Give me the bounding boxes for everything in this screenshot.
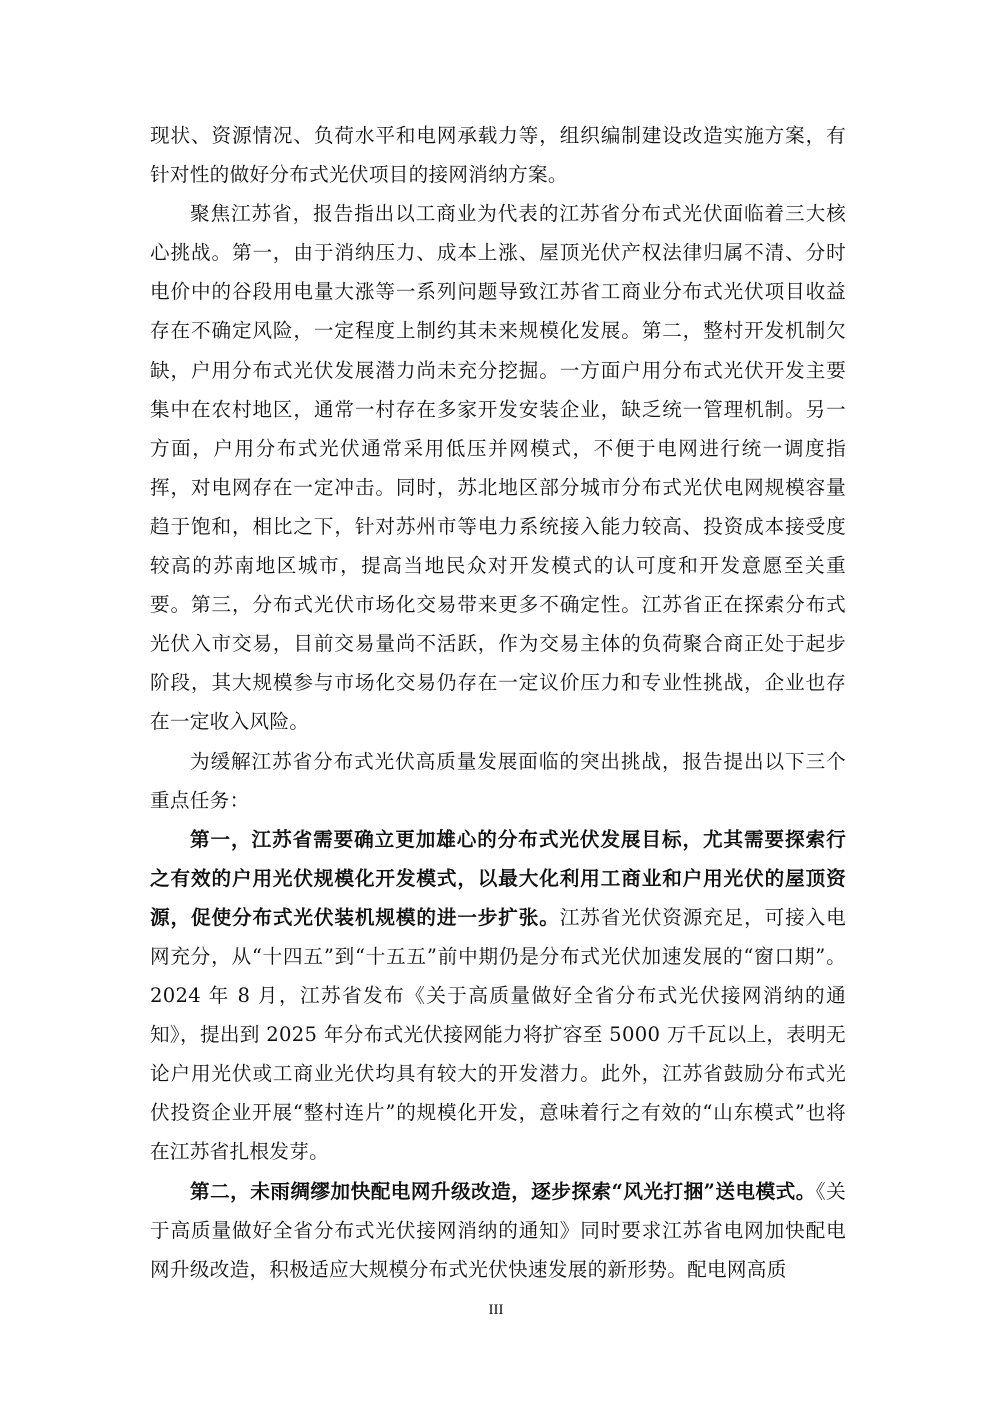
paragraph-challenges bbox=[150, 194, 846, 741]
paragraph-lead: 第二，未雨绸缪加快配电网升级改造，逐步探索“风光打捆”送电模式。 bbox=[190, 1179, 816, 1203]
paragraph-task-one bbox=[150, 820, 846, 1172]
paragraph-text: 聚焦江苏省，报告指出以工商业为代表的江苏省分布式光伏面临着三大核心挑战。第一，由于消纳压力、成本上涨、屋顶光伏产权法律归属不清、分时电价中的谷段用电量大涨等一系列问题导致江苏省工商业分布式光伏项目收益存在不确定风险，一定程度上制约其未来规模化发展。第二，整村开发机制欠缺，户用分布式光伏发展潜力尚未充分挖掘。一方面户用分布式光伏开发主要集中在农村地区，通常一村存在多家开发安装企业，缺乏统一管理机制。另一方面，户用分布式光伏通常采用低压并网模式，不便于电网进行统一调度指挥，对电网存在一定冲击。同时，苏北地区部分城市分布式光伏电网规模容量趋于饱和，相比之下，针对苏州市等电力系统接入能力较高、投资成本接受度较高的苏南地区城市，提高当地民众对开发模式的认可度和开发意愿至关重要。第三，分布式光伏市场化交易带来更多不确定性。江苏省正在探索分布式光伏入市交易，目前交易量尚不活跃，作为交易主体的负荷聚合商正处于起步阶段，其大规模参与市场化交易仍存在一定议价压力和专业性挑战，企业也存在一定收入风险。 bbox=[150, 202, 846, 734]
paragraph-tasks-intro bbox=[150, 742, 846, 820]
paragraph-text: 江苏省光伏资源充足，可接入电网充分，从“十四五”到“十五五”前中期仍是分布式光伏加速发展的“窗口期”。2024 年 8 月，江苏省发布《关于高质量做好全省分布式光伏接网消纳的通知》，提出到 2025 年分布式光伏接网能力将扩容至 5000 万千瓦以上，表明无论户用光伏或工商业光伏均具有较大的开发潜力。此外，江苏省鼓励分布式光伏投资企业开展“整村连片”的规模化开发，意味着行之有效的“山东模式”也将在江苏省扎根发芽。 bbox=[150, 905, 847, 1164]
document-body bbox=[150, 116, 846, 1289]
paragraph-text: 现状、资源情况、负荷水平和电网承载力等，组织编制建设改造实施方案，有针对性的做好分布式光伏项目的接网消纳方案。 bbox=[150, 124, 846, 187]
paragraph-text: 为缓解江苏省分布式光伏高质量发展面临的突出挑战，报告提出以下三个重点任务： bbox=[150, 749, 846, 812]
paragraph-task-two bbox=[150, 1172, 846, 1289]
paragraph-continuation bbox=[150, 116, 846, 194]
paragraph-text: 《关于高质量做好全省分布式光伏接网消纳的通知》同时要求江苏省电网加快配电网升级改造，积极适应大规模分布式光伏快速发展的新形势。配电网高质 bbox=[150, 1179, 846, 1281]
page-number: III bbox=[488, 1302, 504, 1318]
paragraph-lead: 第一，江苏省需要确立更加雄心的分布式光伏发展目标，尤其需要探索行之有效的户用光伏规模化开发模式，以最大化利用工商业和户用光伏的屋顶资源，促使分布式光伏装机规模的进一步扩张。 bbox=[150, 827, 846, 929]
